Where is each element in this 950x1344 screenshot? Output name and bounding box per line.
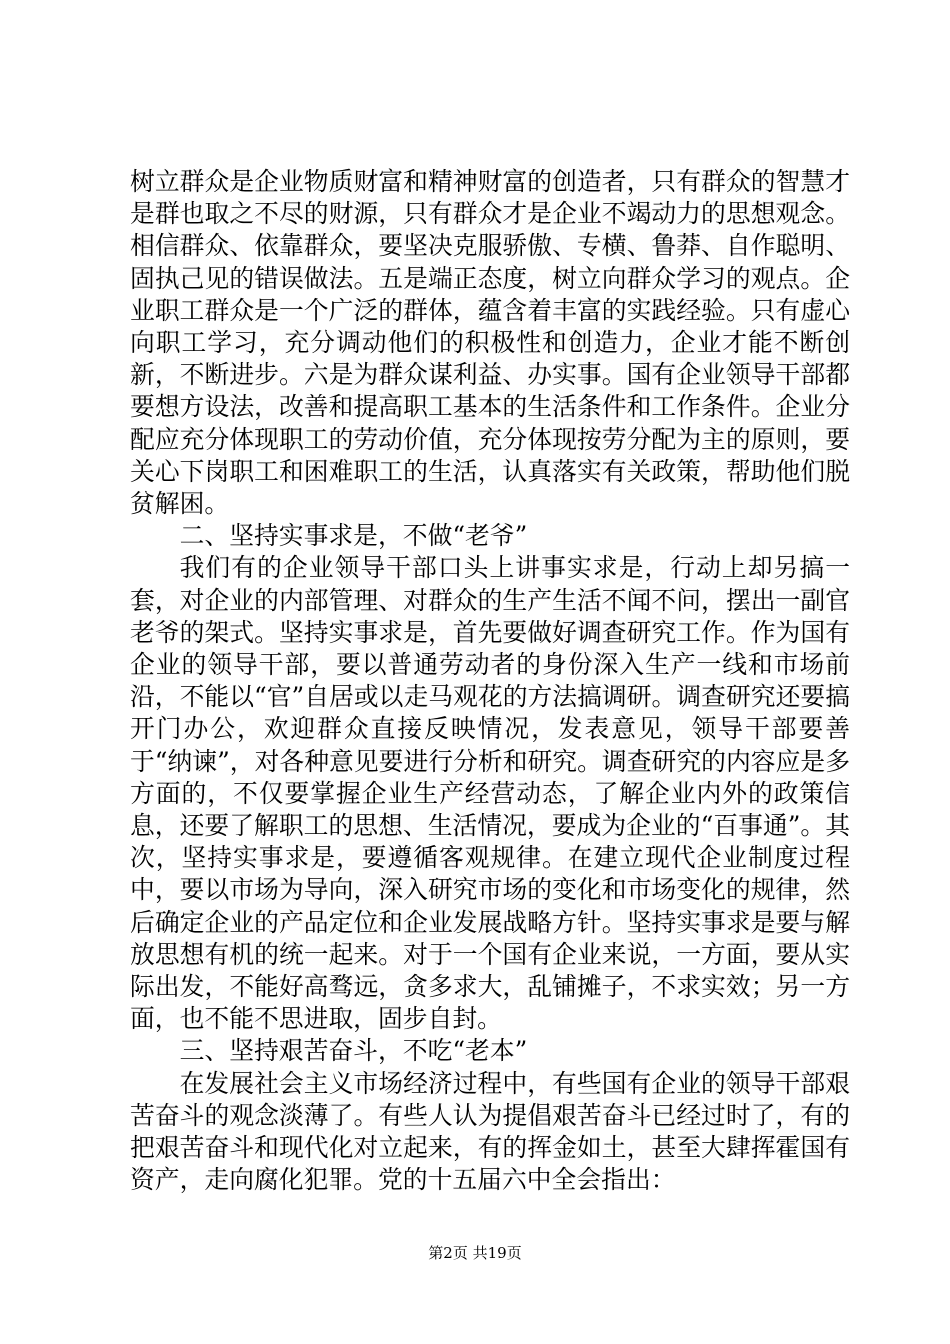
section-heading-3: 三、坚持艰苦奋斗，不吃“老本” [179,1036,528,1066]
paragraph-section-2: 我们有的企业领导干部口头上讲事实求是，行动上却另搞一套，对企业的内部管理、对群众的生产生活不闻不问，摆出一副官老爷的架式。坚持实事求是，首先要做好调查研究工作。作为国有企业的领导干部，要以普通劳动者的身份深入生产一线和市场前沿，不能以“官”自居或以走马观花的方法搞调研。调查研究还要搞开门办公，欢迎群众直接反映情况，发表意见，领导干部要善于“纳谏”，对各种意见要进行分析和研究。调查研究的内容应是多方面的，不仅要掌握企业生产经营动态，了解企业内外的政策信息，还要了解职工的思想、生活情况，要成为企业的“百事通”。其次，坚持实事求是，要遵循客观规律。在建立现代企业制度过程中，要以市场为导向，深入研究市场的变化和市场变化的规律，然后确定企业的产品定位和企业发展战略方针。坚持实事求是要与解放思想有机的统一起来。对于一个国有企业来说，一方面，要从实际出发，不能好高骛远，贪多求大，乱铺摊子，不求实效；另一方面，也不能不思进取，固步自封。 [130,553,850,1034]
document-body [130,166,850,1197]
paragraph-continuation: 树立群众是企业物质财富和精神财富的创造者，只有群众的智慧才是群也取之不尽的财源，只有群众才是企业不竭动力的思想观念。相信群众、依靠群众，要坚决克服骄傲、专横、鲁莽、自作聪明、固执己见的错误做法。五是端正态度，树立向群众学习的观点。企业职工群众是一个广泛的群体，蕴含着丰富的实践经验。只有虚心向职工学习，充分调动他们的积极性和创造力，企业才能不断创新，不断进步。六是为群众谋利益、办实事。国有企业领导干部都要想方设法，改善和提高职工基本的生活条件和工作条件。企业分配应充分体现职工的劳动价值，充分体现按劳分配为主的原则，要关心下岗职工和困难职工的生活，认真落实有关政策，帮助他们脱贫解困。 [130,167,850,519]
section-heading-2: 二、坚持实事求是，不做“老爷” [179,521,528,551]
paragraph-section-3: 在发展社会主义市场经济过程中，有些国有企业的领导干部艰苦奋斗的观念淡薄了。有些人认为提倡艰苦奋斗已经过时了，有的把艰苦奋斗和现代化对立起来，有的挥金如土，甚至大肆挥霍国有资产，走向腐化犯罪。党的十五届六中全会指出： [130,1068,850,1195]
page-footer: 第2页 共19页 [428,1244,522,1262]
